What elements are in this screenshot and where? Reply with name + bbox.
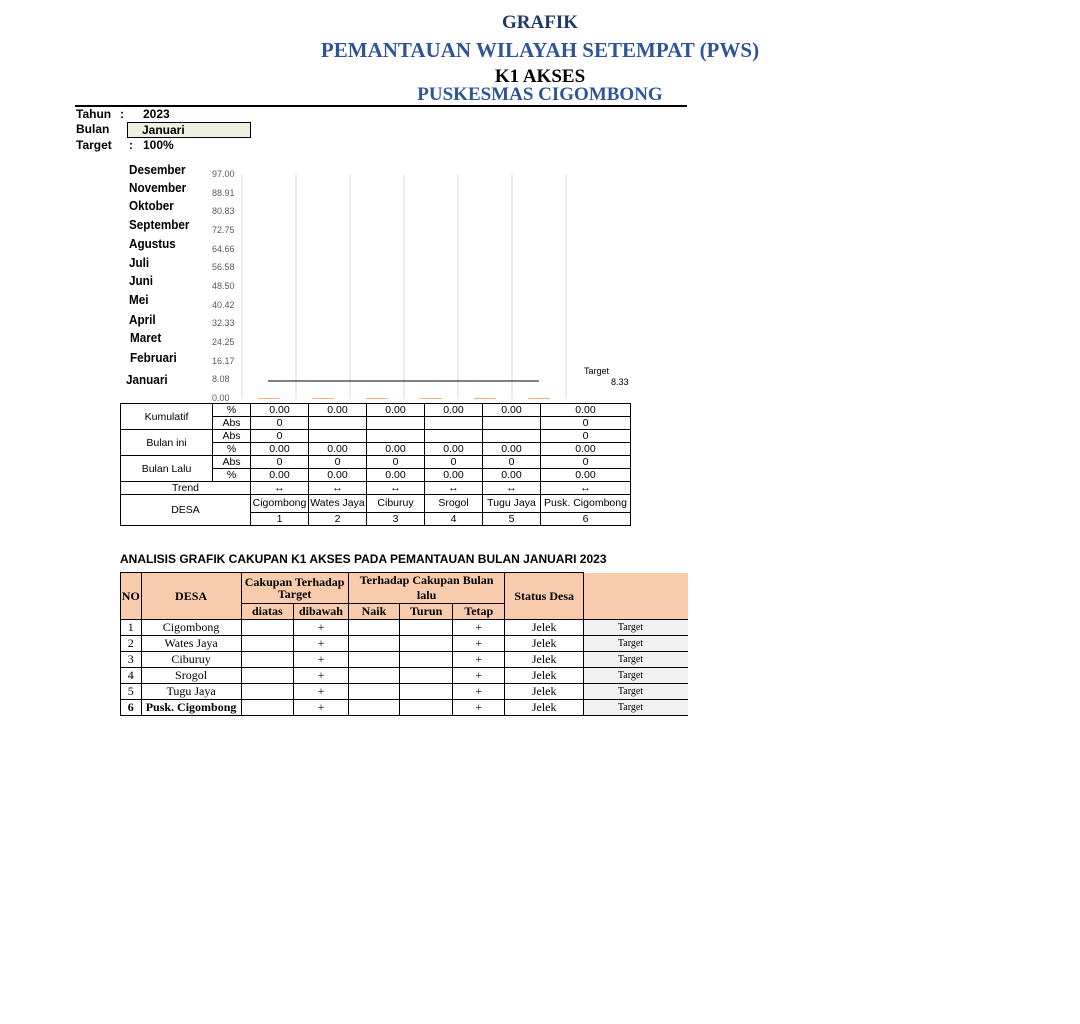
table-cell: 0.00 <box>309 443 367 456</box>
analysis-desa: Ciburuy <box>141 652 241 668</box>
trend-arrow: ↔ <box>309 482 367 495</box>
analysis-diatas <box>241 668 294 684</box>
y-tick-label: 56.58 <box>212 262 235 273</box>
tahun-label: Tahun <box>76 107 112 121</box>
table-cell: 0 <box>425 456 483 469</box>
desa-number: 5 <box>483 512 541 525</box>
table-cell <box>367 417 425 430</box>
table-cell: 0.00 <box>309 404 367 417</box>
table-row <box>121 456 631 469</box>
table-cell <box>309 430 367 443</box>
chart-bar <box>366 398 388 399</box>
tahun-value: 2023 <box>143 107 170 121</box>
table-cell: 0 <box>541 417 631 430</box>
table-cell: 0.00 <box>541 469 631 482</box>
chart-bar <box>258 398 280 399</box>
chart-bar <box>528 398 550 399</box>
unit-label: Abs <box>213 417 251 430</box>
header-terhadap: Terhadap Cakupan Bulan lalu <box>348 573 505 604</box>
desa-name: Cigombong <box>251 495 309 513</box>
target-line-value: 8.33 <box>611 377 629 387</box>
analysis-title: ANALISIS GRAFIK CAKUPAN K1 AKSES PADA PEMANTAUAN BULAN JANUARI 2023 <box>120 552 607 566</box>
desa-number: 4 <box>425 512 483 525</box>
analysis-dibawah: + <box>294 684 349 700</box>
analysis-status: Jelek <box>505 636 583 652</box>
target-label: Target <box>76 138 112 152</box>
bulan-value: Januari <box>142 123 185 137</box>
trend-arrow: ↔ <box>251 482 309 495</box>
desa-number: 1 <box>251 512 309 525</box>
month-label: Juni <box>129 273 154 288</box>
chart <box>0 0 768 410</box>
table-row <box>121 636 689 652</box>
header-cakupan: Cakupan Terhadap Target <box>241 573 348 604</box>
month-label: Februari <box>130 350 177 365</box>
table-cell: 0.00 <box>367 469 425 482</box>
analysis-no: 6 <box>121 700 142 716</box>
table-cell: 0.00 <box>425 404 483 417</box>
table-cell: 0.00 <box>251 443 309 456</box>
table-cell: 0.00 <box>483 469 541 482</box>
table-cell <box>483 430 541 443</box>
y-tick-label: 0.00 <box>212 393 230 403</box>
desa-name: Ciburuy <box>367 495 425 513</box>
y-tick-label: 16.17 <box>212 355 235 366</box>
month-label: April <box>129 312 156 327</box>
analysis-status: Jelek <box>505 652 583 668</box>
month-label: Agustus <box>129 236 176 251</box>
analysis-tetap: + <box>453 620 505 636</box>
analysis-diatas <box>241 636 294 652</box>
target-line-label: Target <box>584 366 610 376</box>
analysis-tetap: + <box>453 668 505 684</box>
month-label: Maret <box>130 330 162 345</box>
header-turun: Turun <box>400 604 453 620</box>
month-label: Januari <box>126 372 168 387</box>
chart-bar <box>312 398 334 399</box>
analysis-tetap: + <box>453 636 505 652</box>
row-label: Bulan Lalu <box>121 456 213 482</box>
analysis-naik <box>348 684 399 700</box>
month-label: Mei <box>129 292 149 307</box>
trend-arrow: ↔ <box>483 482 541 495</box>
table-cell: 0 <box>541 456 631 469</box>
analysis-turun <box>400 652 453 668</box>
tahun-colon: : <box>120 107 124 121</box>
analysis-no: 5 <box>121 684 142 700</box>
table-row <box>121 620 689 636</box>
analysis-extra: Target <box>583 636 688 652</box>
analysis-dibawah: + <box>294 700 349 716</box>
header-naik: Naik <box>348 604 399 620</box>
table-row <box>121 684 689 700</box>
table-cell: 0 <box>367 456 425 469</box>
analysis-tetap: + <box>453 684 505 700</box>
table-cell: 0 <box>251 456 309 469</box>
y-tick-label: 8.08 <box>212 374 230 385</box>
trend-arrow: ↔ <box>541 482 631 495</box>
desa-number: 2 <box>309 512 367 525</box>
table-row <box>121 482 631 495</box>
analysis-extra: Target <box>583 652 688 668</box>
table-cell: 0.00 <box>425 469 483 482</box>
row-label: Bulan ini <box>121 430 213 456</box>
table-cell: 0.00 <box>251 404 309 417</box>
desa-name: Pusk. Cigombong <box>541 495 631 513</box>
analysis-turun <box>400 668 453 684</box>
analysis-extra: Target <box>583 684 688 700</box>
chart-bar <box>420 398 442 399</box>
header-dibawah: dibawah <box>294 604 349 620</box>
analysis-extra: Target <box>583 620 688 636</box>
header-tetap: Tetap <box>453 604 505 620</box>
month-label: Oktober <box>129 198 174 213</box>
table-cell: 0.00 <box>251 469 309 482</box>
header-status: Status Desa <box>505 573 583 620</box>
analysis-tetap: + <box>453 652 505 668</box>
table-row <box>121 652 689 668</box>
title-grafik: GRAFIK <box>502 12 578 33</box>
analysis-turun <box>400 636 453 652</box>
table-cell <box>483 417 541 430</box>
unit-label: % <box>213 443 251 456</box>
analysis-no: 1 <box>121 620 142 636</box>
trend-label: Trend <box>121 482 251 495</box>
table-cell: 0.00 <box>541 404 631 417</box>
y-tick-label: 64.66 <box>212 243 235 254</box>
month-label: September <box>129 217 190 232</box>
analysis-dibawah: + <box>294 652 349 668</box>
analysis-status: Jelek <box>505 700 583 716</box>
analysis-desa: Srogol <box>141 668 241 684</box>
desa-number: 6 <box>541 512 631 525</box>
analysis-turun <box>400 684 453 700</box>
analysis-status: Jelek <box>505 684 583 700</box>
table-cell <box>309 417 367 430</box>
analysis-desa: Wates Jaya <box>141 636 241 652</box>
y-tick-label: 88.91 <box>212 187 235 198</box>
analysis-diatas <box>241 620 294 636</box>
table-cell: 0 <box>483 456 541 469</box>
table-row <box>121 404 631 417</box>
desa-name: Srogol <box>425 495 483 513</box>
table-cell <box>425 417 483 430</box>
desa-name: Tugu Jaya <box>483 495 541 513</box>
month-label: November <box>129 180 187 195</box>
analysis-diatas <box>241 700 294 716</box>
row-label: Kumulatif <box>121 404 213 430</box>
table-cell: 0.00 <box>425 443 483 456</box>
table-cell: 0.00 <box>483 404 541 417</box>
month-label: Juli <box>129 255 150 270</box>
table-cell: 0.00 <box>483 443 541 456</box>
analysis-dibawah: + <box>294 620 349 636</box>
y-tick-label: 40.42 <box>212 299 235 310</box>
title-k1-akses: K1 AKSES <box>494 66 586 87</box>
analysis-naik <box>348 700 399 716</box>
desa-number: 3 <box>367 512 425 525</box>
analysis-no: 4 <box>121 668 142 684</box>
analysis-naik <box>348 668 399 684</box>
analysis-desa: Pusk. Cigombong <box>141 700 241 716</box>
analysis-extra: Target <box>583 668 688 684</box>
analysis-diatas <box>241 684 294 700</box>
title-puskesmas: PUSKESMAS CIGOMBONG <box>417 84 663 105</box>
table-row <box>121 668 689 684</box>
table-cell: 0 <box>541 430 631 443</box>
analysis-desa: Tugu Jaya <box>141 684 241 700</box>
title-pws: PEMANTAUAN WILAYAH SETEMPAT (PWS) <box>320 38 760 62</box>
table-cell: 0 <box>309 456 367 469</box>
analysis-extra: Target <box>583 700 688 716</box>
analysis-naik <box>348 620 399 636</box>
y-tick-label: 72.75 <box>212 225 235 235</box>
analysis-diatas <box>241 652 294 668</box>
target-colon: : <box>129 138 133 152</box>
target-value: 100% <box>143 138 174 152</box>
data-table <box>120 403 631 526</box>
header-diatas: diatas <box>241 604 294 620</box>
analysis-no: 3 <box>121 652 142 668</box>
y-tick-label: 97.00 <box>212 169 235 179</box>
y-tick-label: 32.33 <box>212 318 235 329</box>
table-row <box>121 700 689 716</box>
analysis-turun <box>400 700 453 716</box>
trend-arrow: ↔ <box>425 482 483 495</box>
analysis-naik <box>348 652 399 668</box>
analysis-dibawah: + <box>294 636 349 652</box>
table-row <box>121 430 631 443</box>
header-no: NO <box>121 573 142 620</box>
chart-bar <box>474 398 496 399</box>
analysis-tetap: + <box>453 700 505 716</box>
table-cell: 0.00 <box>309 469 367 482</box>
bulan-label: Bulan <box>76 122 110 136</box>
analysis-desa: Cigombong <box>141 620 241 636</box>
unit-label: % <box>213 469 251 482</box>
analysis-turun <box>400 620 453 636</box>
header-desa: DESA <box>141 573 241 620</box>
analysis-status: Jelek <box>505 620 583 636</box>
table-cell: 0 <box>251 430 309 443</box>
table-cell <box>425 430 483 443</box>
analysis-no: 2 <box>121 636 142 652</box>
unit-label: Abs <box>213 456 251 469</box>
header-extra <box>583 573 688 620</box>
table-row <box>121 495 631 513</box>
unit-label: % <box>213 404 251 417</box>
y-tick-label: 48.50 <box>212 281 235 291</box>
table-cell: 0.00 <box>541 443 631 456</box>
analysis-status: Jelek <box>505 668 583 684</box>
analysis-clip <box>120 572 688 714</box>
table-cell <box>367 430 425 443</box>
table-cell: 0.00 <box>367 443 425 456</box>
analysis-naik <box>348 636 399 652</box>
desa-name: Wates Jaya <box>309 495 367 513</box>
y-tick-label: 24.25 <box>212 337 235 347</box>
desa-label: DESA <box>121 495 251 526</box>
trend-arrow: ↔ <box>367 482 425 495</box>
analysis-table <box>120 572 688 716</box>
unit-label: Abs <box>213 430 251 443</box>
table-cell: 0.00 <box>367 404 425 417</box>
analysis-dibawah: + <box>294 668 349 684</box>
y-tick-label: 80.83 <box>212 206 235 217</box>
month-label: Desember <box>129 162 186 177</box>
table-cell: 0 <box>251 417 309 430</box>
